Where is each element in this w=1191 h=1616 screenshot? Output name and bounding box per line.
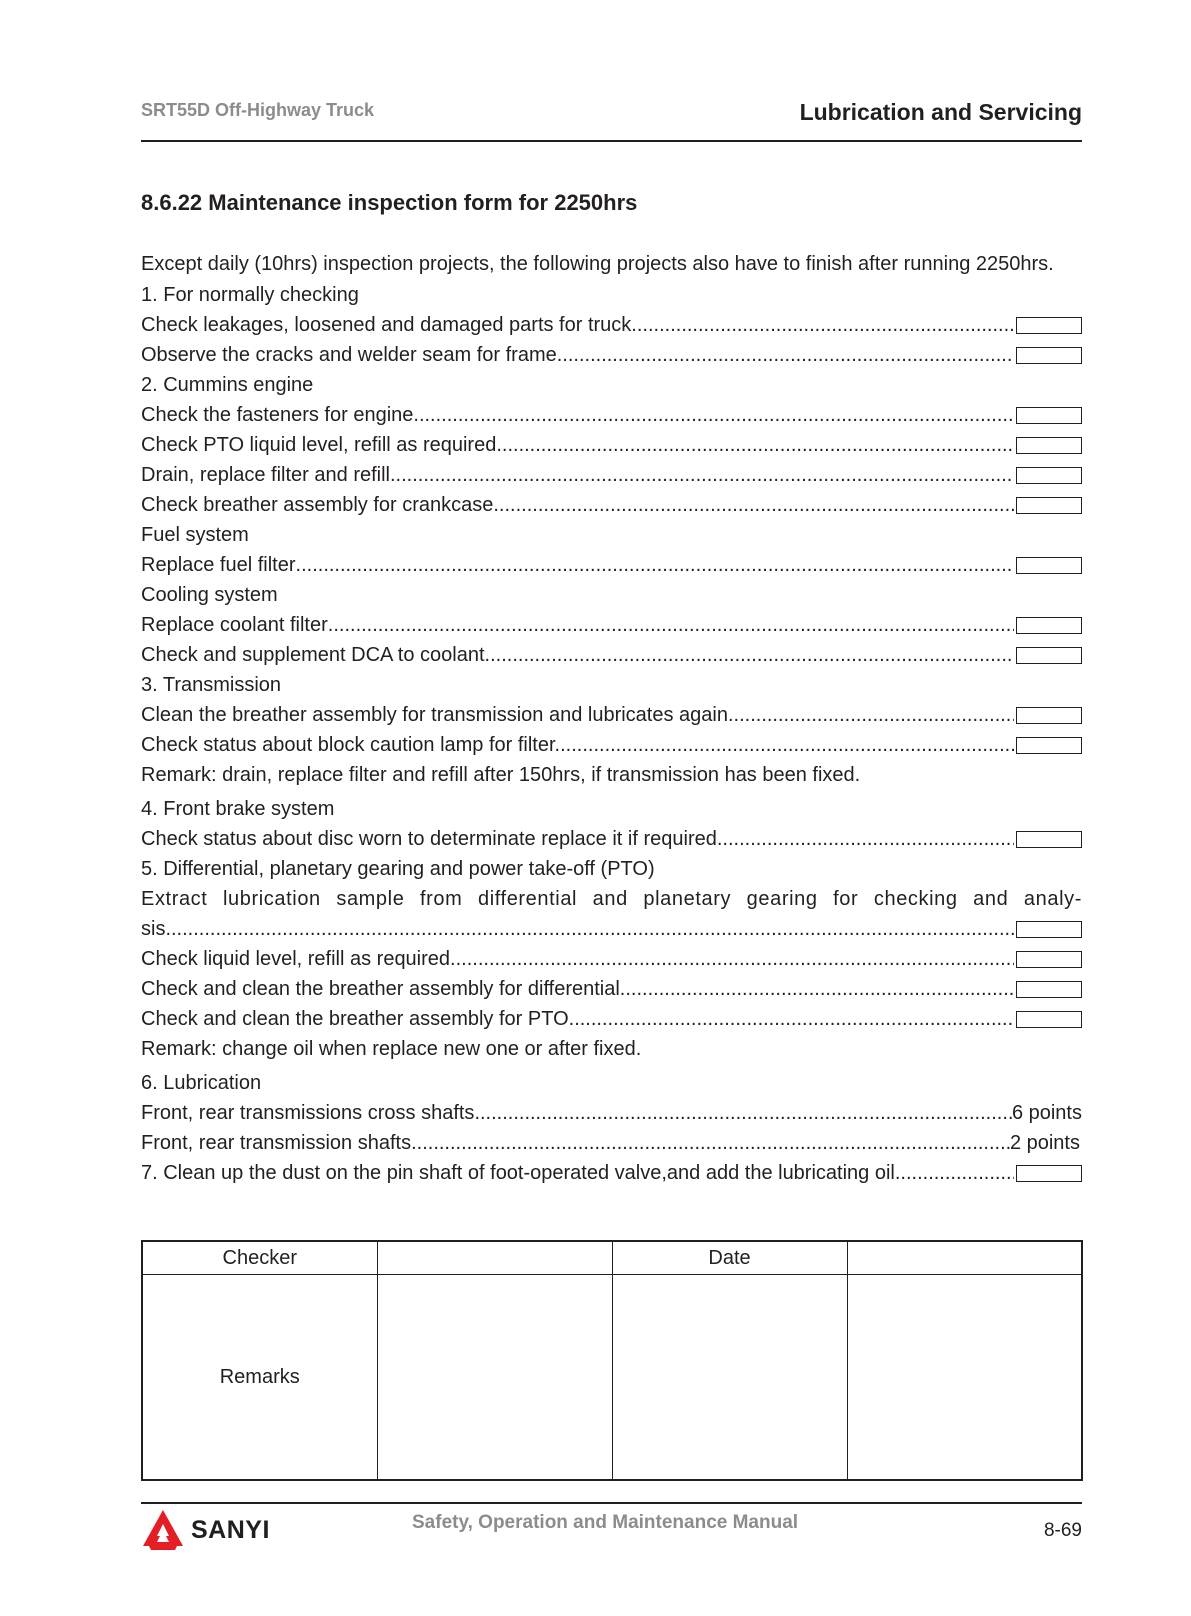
dot-leader <box>296 550 1014 580</box>
check-box[interactable] <box>1016 617 1082 634</box>
heading-front-brake-system: 4. Front brake system <box>141 798 335 820</box>
dot-leader <box>900 1158 1014 1188</box>
check-item-label: Check liquid level, refill as required <box>141 948 451 970</box>
dot-leader <box>390 460 1014 490</box>
check-box[interactable] <box>1016 347 1082 364</box>
dot-leader <box>560 730 1014 760</box>
remark-transmission: Remark: drain, replace filter and refill after 150hrs, if transmission has been fixed. <box>141 764 861 786</box>
dot-leader <box>557 340 1014 370</box>
dot-leader <box>734 700 1014 730</box>
footer-manual-title: Safety, Operation and Maintenance Manual <box>412 1512 799 1533</box>
dot-leader <box>411 1128 1010 1158</box>
check-box[interactable] <box>1016 1165 1082 1182</box>
check-box[interactable] <box>1016 981 1082 998</box>
page-number: 8-69 <box>1043 1520 1082 1541</box>
check-item-label: Observe the cracks and welder seam for frame <box>141 344 557 366</box>
remark-differential: Remark: change oil when replace new one or after fixed. <box>141 1038 642 1060</box>
sanyi-logo <box>141 1508 291 1552</box>
logo-wordmark: SANYI <box>191 1515 270 1544</box>
check-item-label: Check and clean the breather assembly for PTO <box>141 1008 569 1030</box>
sanyi-logo-icon <box>141 1508 185 1552</box>
check-box[interactable] <box>1016 921 1082 938</box>
heading-cooling-system: Cooling system <box>141 584 278 606</box>
section-title: 8.6.22 Maintenance inspection form for 2250hrs <box>141 190 638 215</box>
check-item <box>141 640 1082 670</box>
checker-field[interactable] <box>377 1241 612 1275</box>
check-item-label: Check the fasteners for engine <box>141 404 414 426</box>
checker-label: Checker <box>142 1241 377 1275</box>
dot-leader <box>450 944 1014 974</box>
check-item-label: Check PTO liquid level, refill as required <box>141 434 497 456</box>
check-item-label: Replace coolant filter <box>141 614 328 636</box>
check-item <box>141 914 1082 944</box>
date-field[interactable] <box>847 1241 1082 1275</box>
check-item-label: Drain, replace filter and refill <box>141 464 390 486</box>
signature-table <box>141 1240 1083 1481</box>
check-box[interactable] <box>1016 557 1082 574</box>
check-item <box>141 1004 1082 1034</box>
check-box[interactable] <box>1016 707 1082 724</box>
dot-leader <box>485 640 1014 670</box>
check-box[interactable] <box>1016 1011 1082 1028</box>
check-item <box>141 400 1082 430</box>
check-item <box>141 944 1082 974</box>
remarks-field[interactable] <box>847 1275 1082 1481</box>
check-item-label: 7. Clean up the dust on the pin shaft of foot-operated valve,and add the lubricating oil. <box>141 1162 901 1184</box>
remarks-label: Remarks <box>142 1275 377 1481</box>
dot-leader <box>569 1004 1014 1034</box>
check-item-label: Replace fuel filter <box>141 554 296 576</box>
dot-leader <box>625 974 1014 1004</box>
check-item <box>141 550 1082 580</box>
dot-leader <box>171 914 1014 944</box>
lubrication-item <box>141 1128 1082 1158</box>
lubrication-points: 2 points <box>1009 1132 1080 1154</box>
intro-paragraph: Except daily (10hrs) inspection projects, the following projects also have to finish after running 2250hrs. <box>141 253 1054 275</box>
header-divider <box>141 140 1082 142</box>
dot-leader <box>493 490 1014 520</box>
check-item-label: Check and supplement DCA to coolant <box>141 644 485 666</box>
check-box[interactable] <box>1016 437 1082 454</box>
check-box[interactable] <box>1016 951 1082 968</box>
check-item <box>141 340 1082 370</box>
dot-leader <box>474 1098 1012 1128</box>
heading-fuel-system: Fuel system <box>141 524 249 546</box>
dot-leader <box>496 430 1014 460</box>
inspection-form-content <box>141 248 1082 1188</box>
check-item <box>141 974 1082 1004</box>
dot-leader <box>637 310 1014 340</box>
check-box[interactable] <box>1016 737 1082 754</box>
dot-leader <box>722 824 1014 854</box>
lubrication-item-label: Front, rear transmissions cross shafts <box>141 1102 475 1124</box>
check-item <box>141 730 1082 760</box>
check-box[interactable] <box>1016 831 1082 848</box>
header-chapter-title: Lubrication and Servicing <box>799 99 1082 125</box>
heading-normal-checking: 1. For normally checking <box>141 284 359 306</box>
check-item-label: Check status about disc worn to determinate replace it if required. <box>141 828 723 850</box>
check-box[interactable] <box>1016 647 1082 664</box>
footer-divider <box>141 1502 1082 1504</box>
check-item <box>141 460 1082 490</box>
check-item-label: Check breather assembly for crankcase <box>141 494 494 516</box>
check-item <box>141 430 1082 460</box>
heading-differential: 5. Differential, planetary gearing and power take-off (PTO) <box>141 858 655 880</box>
check-box[interactable] <box>1016 317 1082 334</box>
check-box[interactable] <box>1016 467 1082 484</box>
date-label: Date <box>612 1241 847 1275</box>
remarks-field[interactable] <box>377 1275 612 1481</box>
heading-cummins-engine: 2. Cummins engine <box>141 374 314 396</box>
check-item-label: Check status about block caution lamp for filter. <box>141 734 561 756</box>
check-item <box>141 700 1082 730</box>
check-item <box>141 490 1082 520</box>
lubrication-item-label: Front, rear transmission shafts <box>141 1132 412 1154</box>
lubrication-item <box>141 1098 1082 1128</box>
check-item <box>141 610 1082 640</box>
dot-leader <box>413 400 1014 430</box>
check-item <box>141 1158 1082 1188</box>
check-item-label-line1: Extract lubrication sample from differential and planetary gearing for checking and analy- <box>141 888 1082 910</box>
check-box[interactable] <box>1016 497 1082 514</box>
check-item-label: sis. <box>141 918 171 940</box>
dot-leader <box>328 610 1014 640</box>
header-manual-title: SRT55D Off-Highway Truck <box>141 100 375 120</box>
check-item <box>141 310 1082 340</box>
check-item <box>141 824 1082 854</box>
check-item-label: Check and clean the breather assembly for differential. <box>141 978 626 1000</box>
lubrication-points: 6 points <box>1011 1102 1082 1124</box>
remarks-field[interactable] <box>612 1275 847 1481</box>
heading-lubrication: 6. Lubrication <box>141 1072 262 1094</box>
heading-transmission: 3. Transmission <box>141 674 282 696</box>
check-box[interactable] <box>1016 407 1082 424</box>
check-item-label: Check leakages, loosened and damaged parts for truck. <box>141 314 637 336</box>
check-item-label: Clean the breather assembly for transmission and lubricates again. <box>141 704 734 726</box>
